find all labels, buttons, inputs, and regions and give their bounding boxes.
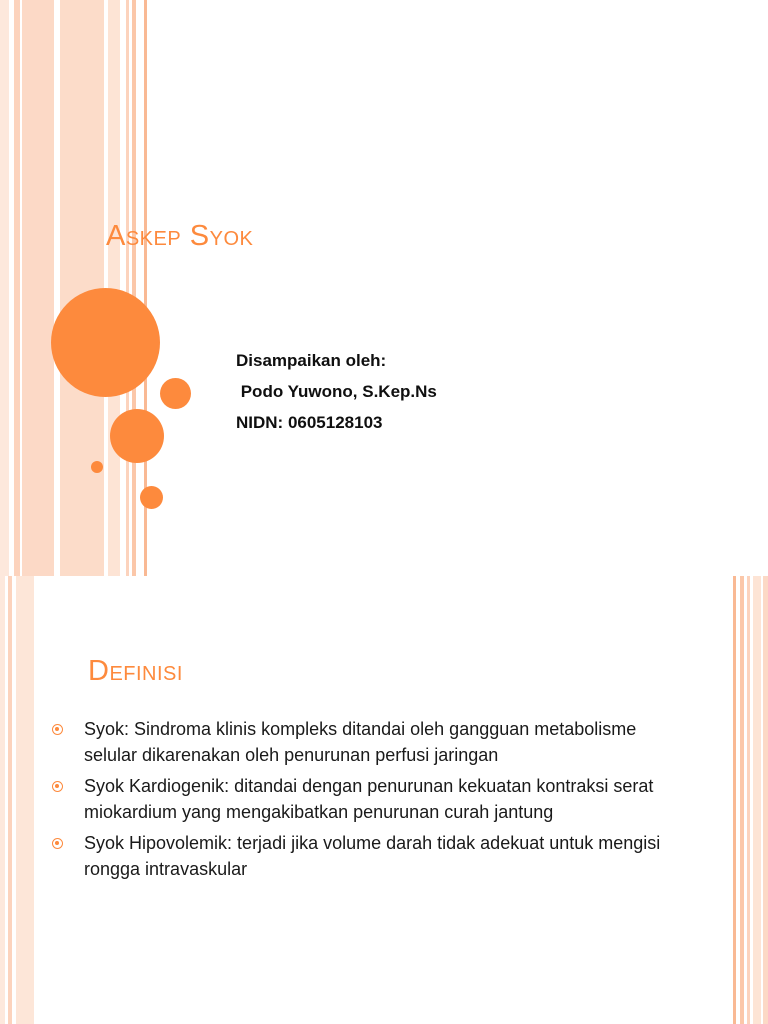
- decor-stripe: [0, 0, 9, 576]
- presenter-line: Disampaikan oleh:: [236, 351, 387, 370]
- decor-stripe: [22, 0, 54, 576]
- decor-circle-large: [51, 288, 160, 397]
- decor-stripe: [753, 576, 761, 1024]
- presenter-line: Podo Yuwono, S.Kep.Ns: [236, 382, 437, 401]
- slide-title: Definisi: [88, 655, 183, 687]
- decor-stripe: [16, 576, 34, 1024]
- presenter-line: NIDN: 0605128103: [236, 413, 383, 432]
- bullet-icon: [52, 781, 63, 792]
- presenter-info: [236, 345, 437, 438]
- decor-circle: [110, 409, 164, 463]
- definition-list: [50, 716, 690, 887]
- bullet-icon: [52, 724, 63, 735]
- list-item-text: Syok: Sindroma klinis kompleks ditandai oleh gangguan metabolisme selular dikarenakan oleh penurunan perfusi jaringan: [84, 719, 637, 765]
- decor-stripe: [763, 576, 768, 1024]
- list-item: [50, 830, 690, 882]
- list-item-text: Syok Kardiogenik: ditandai dengan penurunan kekuatan kontraksi serat miokardium yang mengakibatkan penurunan curah jantung: [84, 776, 654, 822]
- decor-circle-small: [91, 461, 103, 473]
- decor-circle: [140, 486, 163, 509]
- definition-slide: [0, 576, 768, 1024]
- slide-title: Askep Syok: [106, 220, 254, 252]
- list-item: [50, 716, 690, 768]
- list-item: [50, 773, 690, 825]
- list-item-text: Syok Hipovolemik: terjadi jika volume darah tidak adekuat untuk mengisi rongga intravaskular: [84, 833, 661, 879]
- decor-circle: [160, 378, 191, 409]
- bullet-icon: [52, 838, 63, 849]
